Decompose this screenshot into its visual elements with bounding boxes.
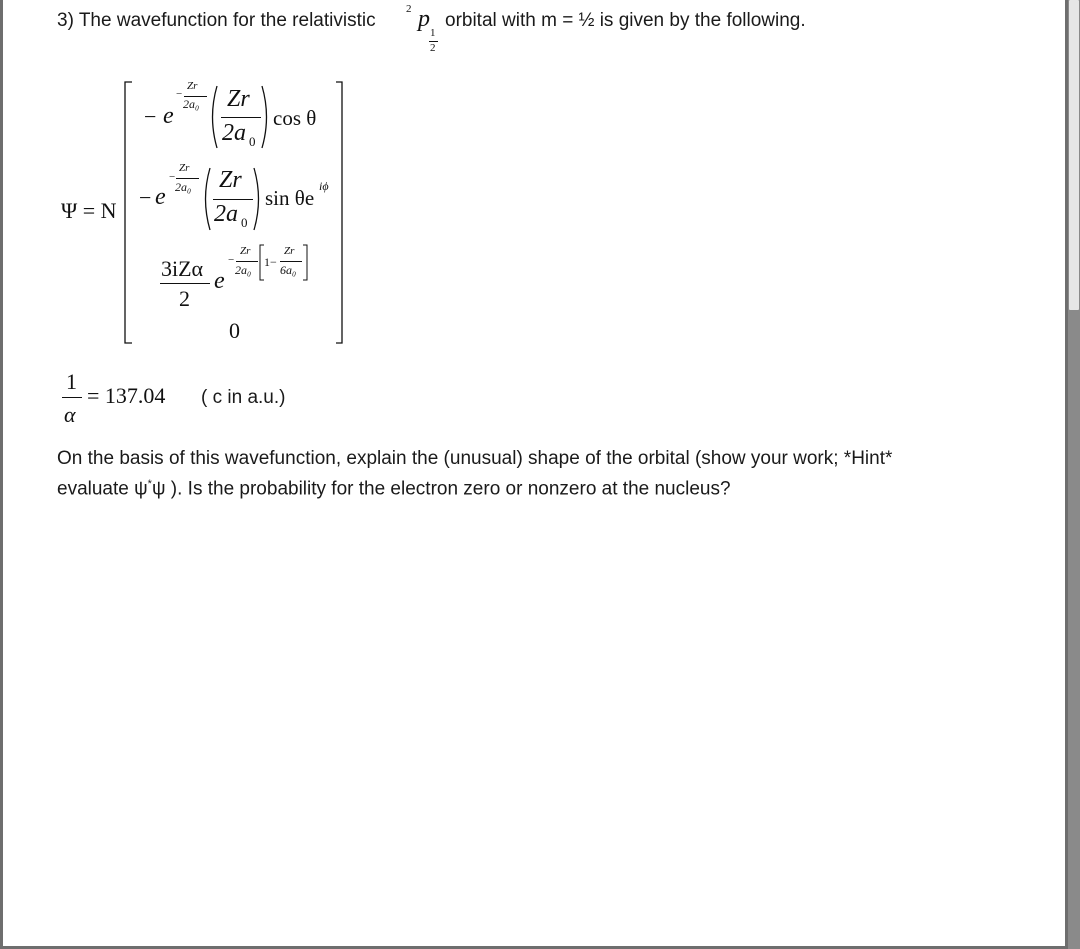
term-sub-den: 2 bbox=[430, 42, 436, 54]
row1-exp-den: 2a₀ bbox=[183, 97, 200, 111]
question-suffix: orbital with m = ½ is given by the following. bbox=[445, 10, 806, 31]
paragraph-line-1: On the basis of this wavefunction, explain the (unusual) shape of the orbital (show your work; *Hint* bbox=[57, 448, 893, 469]
alpha-bar bbox=[62, 397, 82, 398]
row1-trig: cos θ bbox=[273, 106, 317, 130]
paragraph-conjugate-star: * bbox=[147, 478, 152, 490]
paragraph-line-2-start: evaluate ψ bbox=[57, 478, 148, 500]
question-prefix: 3) The wavefunction for the relativistic bbox=[57, 10, 376, 31]
row2-exp-num: Zr bbox=[179, 162, 190, 174]
term-superscript: 2 bbox=[406, 3, 412, 15]
row2-frac-num: Zr bbox=[219, 167, 242, 193]
document-page bbox=[3, 0, 1065, 946]
row2-exp-sign: − bbox=[169, 171, 176, 183]
scrollbar-thumb[interactable] bbox=[1069, 0, 1079, 310]
alpha-value: = 137.04 bbox=[87, 383, 166, 408]
row2-e: e bbox=[155, 184, 166, 210]
row1-sign: − bbox=[144, 104, 157, 129]
row2-trig: sin θe bbox=[265, 186, 315, 210]
row3-exp-sign: − bbox=[228, 254, 235, 266]
row3-exp-bar bbox=[236, 261, 258, 262]
row3-coef-bar bbox=[160, 283, 210, 284]
paragraph-line-2-end: ψ ). Is the probability for the electron zero or nonzero at the nucleus? bbox=[151, 478, 731, 500]
row1-frac-den-sub: 0 bbox=[249, 134, 256, 149]
psi-equals-n: Ψ = N bbox=[61, 198, 117, 223]
paragraph-line-2 bbox=[57, 478, 731, 500]
row3-coef-den: 2 bbox=[179, 286, 190, 311]
vertical-scrollbar[interactable] bbox=[1068, 0, 1080, 949]
row2-exp-bar bbox=[176, 178, 199, 179]
row3-coef-num: 3iZα bbox=[161, 256, 204, 281]
term-sub-num: 1 bbox=[430, 27, 436, 39]
row2-frac-den-sub: 0 bbox=[241, 215, 248, 230]
row1-exp-sign: − bbox=[176, 88, 183, 100]
row2-left-paren bbox=[200, 166, 212, 232]
row3-exp-den: 2a₀ bbox=[235, 263, 252, 277]
row1-frac-num: Zr bbox=[227, 86, 250, 112]
row3-exp-num: Zr bbox=[240, 245, 251, 257]
alpha-num: 1 bbox=[66, 369, 77, 394]
row1-left-paren bbox=[207, 84, 219, 150]
row1-right-paren bbox=[260, 84, 272, 150]
row2-exp-den: 2a₀ bbox=[175, 180, 192, 194]
row1-frac-den: 2a bbox=[222, 120, 246, 146]
row2-frac-den: 2a bbox=[214, 201, 238, 227]
alpha-note: ( c in a.u.) bbox=[201, 387, 286, 408]
term-letter: p bbox=[418, 6, 430, 32]
row3-bracket-text: 1− bbox=[264, 255, 277, 269]
row2-right-paren bbox=[252, 166, 264, 232]
row1-frac-bar bbox=[221, 117, 261, 118]
row4-zero: 0 bbox=[229, 318, 240, 343]
row2-frac-bar bbox=[213, 199, 253, 200]
row1-e: e bbox=[163, 103, 174, 129]
row3-e: e bbox=[214, 268, 225, 294]
row2-sign: − bbox=[139, 185, 152, 210]
row1-exp-num: Zr bbox=[187, 80, 198, 92]
alpha-den: α bbox=[64, 402, 76, 427]
row3-bracket-num: Zr bbox=[284, 245, 295, 257]
row3-bracket-bar bbox=[280, 261, 302, 262]
row2-trig-sup: iϕ bbox=[319, 179, 329, 193]
row3-bracket-den: 6a₀ bbox=[280, 263, 297, 277]
